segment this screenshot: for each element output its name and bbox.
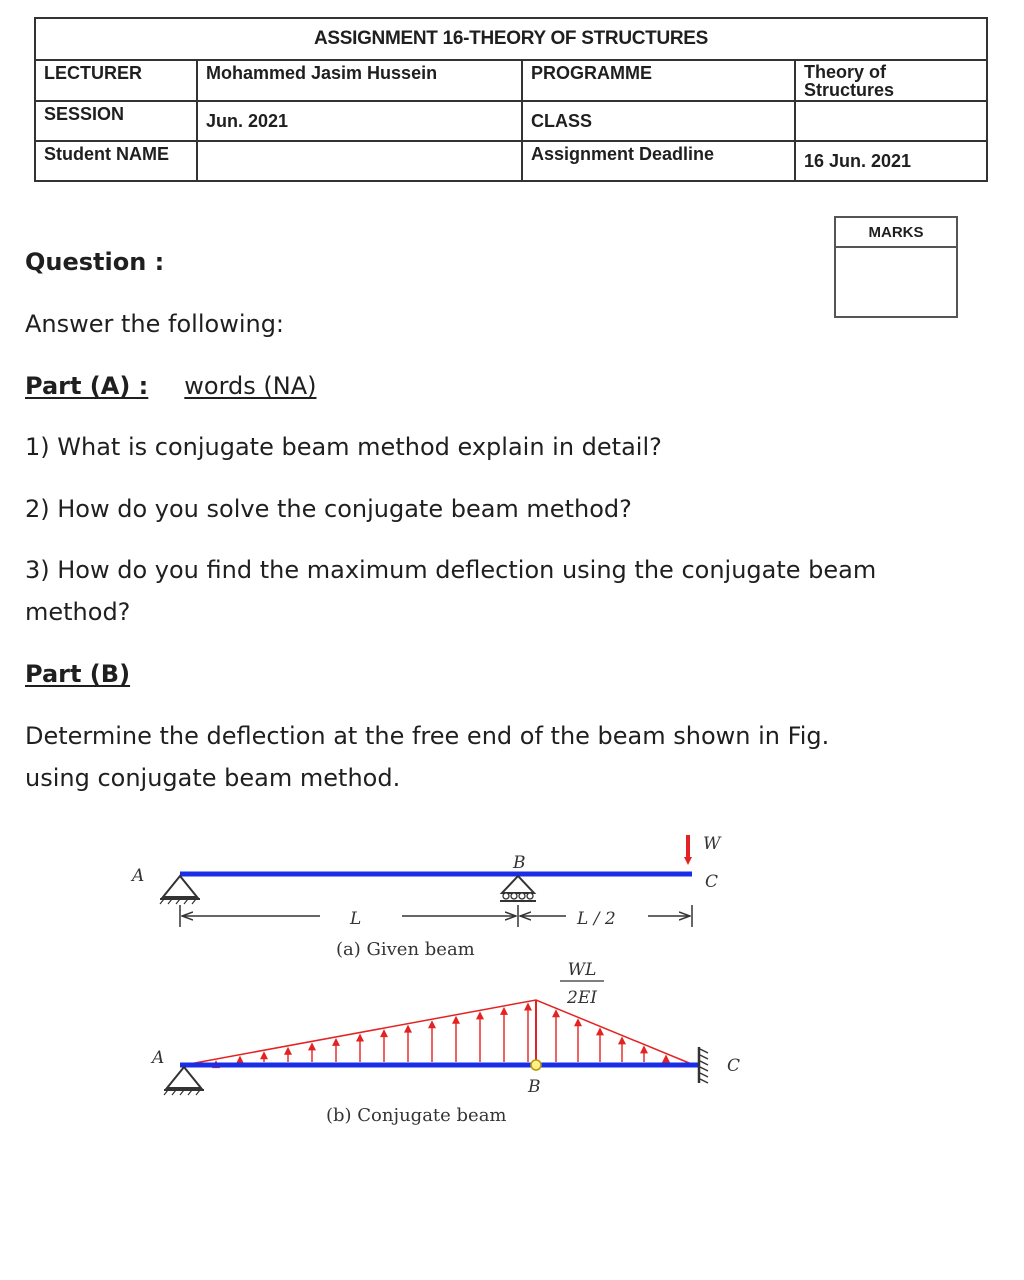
conjugate-load-outline [184, 1000, 694, 1065]
conjugate-load-arrowhead [596, 1027, 604, 1035]
conjugate-load-arrowhead [476, 1011, 484, 1019]
marks-box [834, 216, 958, 318]
conjugate-load-arrowhead [618, 1036, 626, 1044]
conjugate-label-a: A [152, 1048, 165, 1068]
programme-label: PROGRAMME [522, 60, 795, 101]
conjugate-pin-support-a [164, 1067, 204, 1095]
instruction-text: Answer the following: [25, 310, 285, 338]
conjugate-label-b: B [528, 1077, 541, 1097]
student-name-value [197, 141, 522, 181]
question-heading: Question : [25, 248, 165, 276]
given-label-a: A [132, 866, 145, 886]
assignment-header-table [34, 17, 988, 182]
conjugate-load-arrowhead [662, 1054, 670, 1062]
conjugate-load-arrowhead [640, 1045, 648, 1053]
pin-support-a [160, 876, 200, 904]
conjugate-load-arrowhead [308, 1042, 316, 1050]
conjugate-load-arrowhead [260, 1051, 268, 1059]
beam-figure [120, 825, 770, 1130]
lecturer-value: Mohammed Jasim Hussein [197, 60, 522, 101]
conjugate-load-arrowhead [380, 1029, 388, 1037]
conjugate-load-arrowhead [356, 1034, 364, 1042]
lecturer-label: LECTURER [35, 60, 197, 101]
conjugate-beam-diagram [150, 960, 740, 1126]
part-b-text: Determine the deflection at the free end of the beam shown in Fig. using conjugate beam method. [25, 722, 830, 792]
conjugate-load-arrows [212, 1002, 670, 1068]
load-label: W [703, 834, 721, 854]
conjugate-load-arrowhead [574, 1018, 582, 1026]
conjugate-label-c: C [727, 1056, 741, 1076]
conjugate-load-arrowhead [452, 1016, 460, 1024]
student-name-label: Student NAME [35, 141, 197, 181]
part-a-heading: Part (A) : [25, 372, 149, 400]
question-2: 2) How do you solve the conjugate beam method? [25, 495, 632, 523]
conjugate-beam-caption: (b) Conjugate beam [326, 1105, 507, 1126]
conjugate-load-arrowhead [236, 1056, 244, 1064]
question-1: 1) What is conjugate beam method explain in detail? [25, 433, 662, 461]
class-label: CLASS [522, 101, 795, 141]
conjugate-load-arrowhead [524, 1002, 532, 1010]
given-label-b: B [513, 853, 526, 873]
session-label: SESSION [35, 101, 197, 141]
part-a-subheading: words (NA) [184, 372, 317, 400]
deadline-value: 16 Jun. 2021 [795, 141, 987, 181]
question-3: 3) How do you find the maximum deflection using the conjugate beam method? [25, 556, 877, 626]
peak-numerator: WL [567, 960, 597, 980]
conjugate-load-arrowhead [332, 1038, 340, 1046]
conjugate-load-arrowhead [552, 1009, 560, 1017]
conjugate-load-arrowhead [500, 1007, 508, 1015]
class-value [795, 101, 987, 141]
session-value: Jun. 2021 [197, 101, 522, 141]
assignment-title: ASSIGNMENT 16-THEORY OF STRUCTURES [35, 18, 987, 60]
conjugate-load-arrowhead [428, 1020, 436, 1028]
roller-support-b [500, 876, 536, 901]
peak-denominator: 2EI [567, 988, 597, 1008]
hinge-b [531, 1060, 541, 1070]
deadline-label: Assignment Deadline [522, 141, 795, 181]
conjugate-load-arrowhead [404, 1025, 412, 1033]
part-a-heading-row [25, 365, 317, 407]
span-ab-label: L [350, 909, 362, 929]
given-label-c: C [705, 872, 719, 892]
fixed-support-c [699, 1047, 708, 1083]
span-bc-label: L / 2 [577, 909, 616, 929]
part-b-heading: Part (B) [25, 660, 131, 688]
given-beam-caption: (a) Given beam [336, 939, 475, 960]
given-beam-diagram [130, 834, 722, 960]
programme-value: Theory of Structures [795, 60, 987, 101]
marks-label: MARKS [836, 218, 956, 248]
conjugate-load-arrowhead [284, 1047, 292, 1055]
